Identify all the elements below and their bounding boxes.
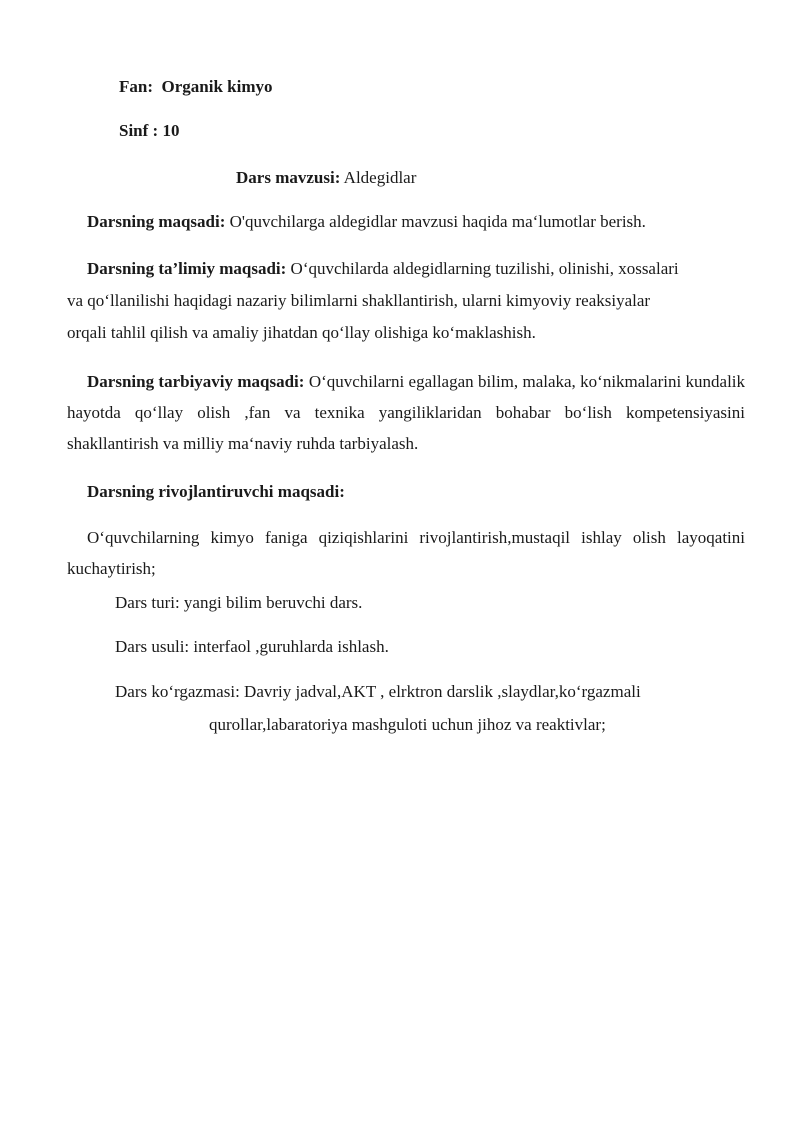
developmental-goal-paragraph — [67, 522, 745, 584]
educational-goal-line2: va qo‘llanilishi haqidagi nazariy bilimlarni shakllantirish, ularni kimyoviy reaksiyalar — [67, 291, 651, 310]
educational-goal-line3: orqali tahlil qilish va amaliy jihatdan qo‘llay olishiga ko‘maklashish. — [67, 323, 536, 342]
developmental-goal-heading — [87, 482, 345, 502]
subject-line — [119, 77, 273, 97]
educational-goal-text1: O‘quvchilarda aldegidlarning tuzilishi, olinishi, xossalari — [290, 259, 679, 278]
grade-value: 10 — [162, 121, 180, 140]
subject-value: Organik kimyo — [161, 77, 273, 96]
lesson-topic-value: Aldegidlar — [343, 168, 417, 187]
lesson-goal-text: O'quvchilarga aldegidlar mavzusi haqida ma‘lumotlar berish. — [229, 212, 646, 231]
lesson-materials-line1: Dars ko‘rgazmasi: Davriy jadval,AKT , elrktron darslik ,slaydlar,ko‘rgazmali — [115, 682, 641, 701]
developmental-goal-label: Darsning rivojlantiruvchi maqsadi: — [87, 482, 345, 501]
upbringing-goal-paragraph — [67, 366, 745, 459]
upbringing-goal-text: O‘quvchilarni egallagan bilim, malaka, ko‘nikmalarini kundalik hayotda qo‘llay olish ,fan va texnika yangiliklaridan bohabar bo‘lish kompetensiyasini shakllantirish va milliy ma‘naviy ruhda tarbiyalash. — [67, 372, 746, 453]
lesson-topic-line — [236, 168, 416, 188]
subject-label: Fan: — [119, 77, 153, 96]
lesson-method: Dars usuli: interfaol ,guruhlarda ishlash. — [115, 637, 389, 656]
lesson-topic-label: Dars mavzusi: — [236, 168, 341, 187]
grade-label: Sinf : — [119, 121, 159, 140]
grade-line — [119, 121, 179, 141]
lesson-type: Dars turi: yangi bilim beruvchi dars. — [115, 593, 363, 612]
lesson-goal-line — [87, 212, 646, 232]
lesson-goal-label: Darsning maqsadi: — [87, 212, 226, 231]
developmental-goal-text: O‘quvchilarning kimyo faniga qiziqishlarini rivojlantirish,mustaqil ishlay olish layoqatini kuchaytirish; — [67, 528, 745, 578]
upbringing-goal-label: Darsning tarbiyaviy maqsadi: — [87, 372, 305, 391]
educational-goal-line1 — [87, 259, 679, 279]
educational-goal-label: Darsning ta’limiy maqsadi: — [87, 259, 287, 278]
lesson-materials-line2: qurollar,labaratoriya mashguloti uchun jihoz va reaktivlar; — [209, 715, 606, 734]
